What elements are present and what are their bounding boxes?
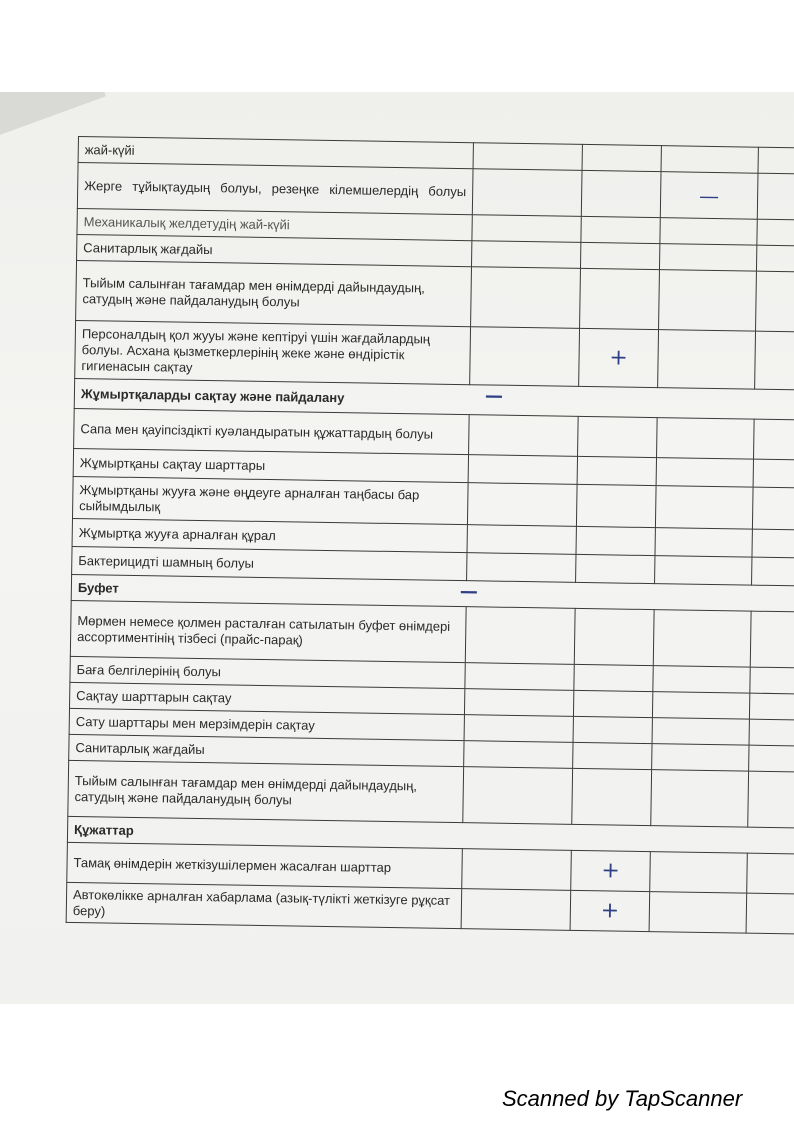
check-cell [578,416,658,457]
check-cell [464,741,573,769]
check-cell [469,415,579,457]
check-cell [752,557,794,587]
item-label: Баға белгілерінің болуы [76,661,222,679]
check-cell [650,852,748,894]
section-label: Жұмыртқаларды сақтау және пайдалану [80,385,345,405]
check-cell [649,892,747,934]
item-label: Персоналдың қол жууы және кептіруі үшін жағдайлардың болуы. Асхана қызметкерлерінің жеке және өндірістік гигиенасын сақтау [81,325,431,375]
check-cell [467,525,576,555]
check-cell [659,244,756,272]
item-label-cell [75,320,471,384]
check-cell [749,745,794,773]
item-label-cell [68,760,464,822]
handwritten-dash-mark: — [459,581,479,603]
check-cell [651,770,749,828]
check-cell [461,889,571,931]
check-cell [580,242,659,269]
check-cell [462,849,572,891]
check-cell [653,666,750,694]
handwritten-dash-mark: — [484,385,504,407]
check-cell [571,850,651,891]
check-cell [747,853,794,895]
check-cell [464,689,573,717]
check-cell [652,718,749,746]
item-label: Мөрмен немесе қолмен расталған сатылатын буфет өнімдері ассортиментінің тізбесі (прайс-парақ) [77,612,451,648]
check-cell [657,418,755,460]
item-label: Санитарлық жағдайы [83,239,213,257]
item-label-cell [76,260,472,326]
item-label: Тыйым салынған тағамдар мен өнімдерді дайындаудың, сатудың және пайдаланудың болуы [74,772,418,807]
item-label: Тамақ өнімдерін жеткізушілермен жасалған шарттар [73,854,392,875]
item-label-cell [72,476,468,524]
item-label: жай-күйі [84,141,135,158]
check-cell [758,147,794,175]
check-cell [581,170,661,217]
item-label-cell [66,882,462,928]
check-cell [577,456,656,485]
check-cell [757,219,794,247]
check-cell [660,218,757,246]
handwritten-plus-mark: + [600,897,620,924]
item-label: Жұмыртқаны жууға және өңдеуге арналған таңбасы бар сыйымдылық [79,481,420,514]
item-label: Бактерицидті шамның болуы [78,552,255,571]
check-cell [572,768,652,825]
check-cell [656,458,753,488]
check-cell [465,663,574,691]
check-cell [757,173,794,221]
item-label-cell [74,408,470,454]
item-label: Тыйым салынған тағамдар мен өнімдерді дайындаудың, сатудың және пайдаланудың болуы [82,274,425,310]
check-cell [471,241,580,269]
check-cell [464,715,573,743]
check-cell [659,270,757,332]
check-cell [472,169,582,217]
check-cell [580,268,660,329]
check-cell [573,742,652,769]
checklist-sheet [66,136,794,935]
check-cell [749,719,794,747]
check-cell [652,692,749,720]
check-cell [749,693,794,721]
check-cell [652,744,749,772]
check-cell [754,419,794,461]
check-cell [753,459,794,489]
check-cell [472,215,581,243]
check-cell [750,611,794,669]
item-label-cell [70,600,466,662]
item-label: Сату шарттары мен мерзімдерін сақтау [75,713,315,733]
check-cell [576,526,655,555]
check-cell [471,267,581,329]
check-cell [463,767,573,825]
check-cell [581,216,660,243]
checklist-table [66,136,794,936]
check-cell [756,271,794,333]
check-cell [752,529,794,559]
check-cell [582,144,661,171]
check-cell [467,483,577,527]
check-cell [570,890,650,931]
check-cell [750,667,794,695]
check-cell [653,610,751,668]
check-cell [655,528,752,558]
check-cell [467,553,576,583]
check-cell [658,330,756,390]
handwritten-plus-mark: + [601,857,620,884]
handwritten-plus-mark: + [609,344,629,371]
check-cell [748,771,794,829]
item-label: Автокөлікке арналған хабарлама (азық-түлікті жеткізуге рұқсат беру) [72,886,451,919]
check-cell [468,455,577,485]
check-cell [576,484,656,527]
check-cell [574,608,654,665]
check-cell [655,556,752,586]
item-label: Санитарлық жағдайы [75,739,205,757]
check-cell [465,607,575,665]
check-cell [746,893,794,935]
item-label: Жұмыртқаны сақтау шарттары [79,454,266,473]
section-label: Құжаттар [73,821,134,838]
check-cell [756,245,794,273]
check-cell [574,664,653,691]
check-cell [655,486,753,530]
check-cell [576,554,655,583]
check-cell [752,487,794,531]
item-label: Сапа мен қауіпсіздікті куәландыратын құжаттардың болуы [80,420,434,442]
check-cell [755,331,794,391]
item-label: Механикалық желдетудің жай-күйі [83,213,290,232]
item-label: Сақтау шарттарын сақтау [76,687,232,705]
section-label: Буфет [77,579,119,596]
check-cell [661,146,758,174]
item-label: Жерге тұйықтаудың болуы, резеңке кілемшелердің болуы [84,177,467,199]
check-cell [573,716,652,743]
item-label-cell [67,842,463,888]
check-cell [660,172,758,220]
item-label: Жұмыртқа жууға арналған құрал [78,524,276,543]
check-cell [579,328,659,387]
check-cell [473,143,582,171]
check-cell [470,327,580,387]
scanned-photo [0,92,794,1004]
scanner-credit: Scanned by TapScanner [502,1086,743,1111]
item-label-cell [77,163,473,215]
handwritten-dash-mark: — [698,183,720,208]
check-cell [573,690,652,717]
